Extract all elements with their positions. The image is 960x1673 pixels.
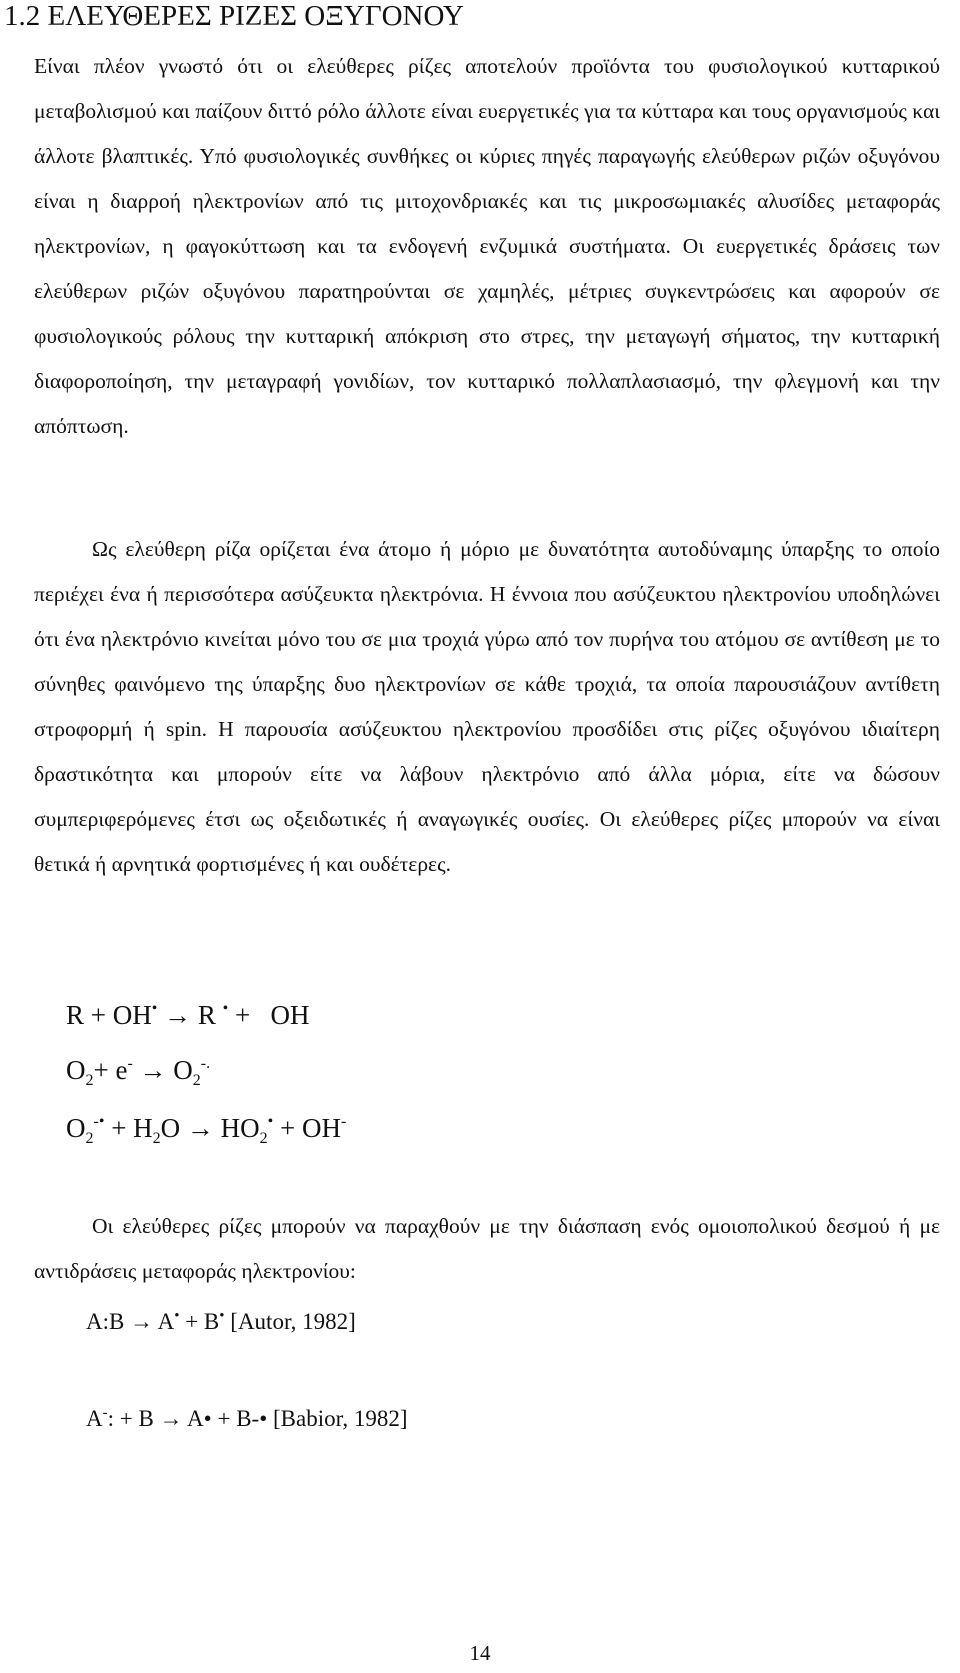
eq2-charge: -. (200, 1055, 211, 1072)
eq1-part: → R (157, 1000, 223, 1030)
eq5-part: A (86, 1406, 103, 1431)
eq5-charge: - (102, 1405, 108, 1421)
eq4-part: + B (179, 1309, 220, 1334)
eq4-radical-dot: • (219, 1308, 225, 1324)
paragraph-intro: Είναι πλέον γνωστό ότι οι ελεύθερες ρίζες αποτελούν προϊόντα του φυσιολογικού κυτταρικού μεταβολισμού και παίζουν διττό ρόλο άλλοτε είναι ευεργετικές για τα κύτταρα και τους οργανισμούς και άλλοτε βλαπτικές. Υπό φυσιολογικές συνθήκες οι κύριες πηγές παραγωγής ελεύθερων ριζών οξυγόνου είναι η διαρροή ηλεκτρονίων από τις μιτοχονδριακές και τις μικροσωμιακές αλυσίδες μεταφοράς ηλεκτρονίων, η φαγοκύττωση και τα ενδογενή ενζυμικά συστήματα. Οι ευεργετικές δράσεις των ελεύθερων ριζών οξυγόνου παρατηρούνται σε χαμηλές, μέτριες συγκεντρώσεις και αφορούν σε φυσιολογικούς ρόλους την κυτταρική απόκριση στο στρες, την μεταγωγή σήματος, την κυτταρική διαφοροποίηση, την μεταγραφή γονιδίων, τον κυτταρικό πολλαπλασιασμό, την φλεγμονή και την απόπτωση. (34, 54, 940, 438)
eq3-part: + H (104, 1113, 153, 1143)
eq1-radical-dot: • (151, 1000, 158, 1017)
eq3-charge: -• (93, 1113, 105, 1130)
eq4-radical-dot: • (174, 1308, 180, 1324)
eq2-part: O (66, 1055, 86, 1085)
equation-2 (66, 1055, 211, 1089)
section-heading: 1.2 ΕΛΕΥΘΕΡΕΣ ΡΙΖΕΣ ΟΞΥΓΟΝΟΥ (4, 0, 464, 32)
equation-3 (66, 1113, 347, 1147)
eq1-part: + OH (228, 1000, 310, 1030)
eq2-part: → O (132, 1055, 193, 1085)
eq3-charge: - (341, 1113, 347, 1130)
eq2-charge: - (127, 1055, 133, 1072)
eq3-subscript: 2 (259, 1130, 268, 1147)
eq3-part: O → HO (160, 1113, 260, 1143)
eq4-part: A:B → A (86, 1309, 175, 1334)
eq3-subscript: 2 (152, 1130, 161, 1147)
eq5-part: : + B → A• + B-• [Babior, 1982] (107, 1406, 408, 1431)
eq4-citation: [Autor, 1982] (224, 1309, 356, 1334)
eq2-subscript: 2 (85, 1072, 94, 1089)
eq1-part: R + OH (66, 1000, 152, 1030)
paragraph-production: Οι ελεύθερες ρίζες μπορούν να παραχθούν με την διάσπαση ενός ομοιοπολικού δεσμού ή με αντιδράσεις μεταφοράς ηλεκτρονίου: (34, 1214, 940, 1283)
eq3-subscript: 2 (85, 1130, 94, 1147)
eq2-subscript: 2 (192, 1072, 201, 1089)
equation-1 (66, 1000, 309, 1030)
eq1-radical-dot: • (222, 1000, 229, 1017)
eq3-radical-dot: • (267, 1113, 274, 1130)
paragraph-definition: Ως ελεύθερη ρίζα ορίζεται ένα άτομο ή μόριο με δυνατότητα αυτοδύναμης ύπαρξης το οποίο περιέχει ένα ή περισσότερα ασύζευκτα ηλεκτρόνια. Η έννοια που ασύζευκτου ηλεκτρονίου υποδηλώνει ότι ένα ηλεκτρόνιο κινείται μόνο του σε μια τροχιά γύρω από τον πυρήνα του ατόμου σε αντίθεση με το σύνηθες φαινόμενο της ύπαρξης δυο ηλεκτρονίων σε κάθε τροχιά, τα οποία παρουσιάζουν αντίθετη στροφορμή ή spin. Η παρουσία ασύζευκτου ηλεκτρονίου προσδίδει στις ρίζες οξυγόνου ιδιαίτερη δραστικότητα και μπορούν είτε να λάβουν ηλεκτρόνιο από άλλα μόρια, είτε να δώσουν συμπεριφερόμενες έτσι ως οξειδωτικές ή αναγωγικές ουσίες. Οι ελεύθερες ρίζες μπορούν να είναι θετικά ή αρνητικά φορτισμένες ή και ουδέτερες. (34, 537, 940, 876)
equation-4 (86, 1308, 356, 1336)
eq2-part: + e (93, 1055, 128, 1085)
eq3-part: O (66, 1113, 86, 1143)
page-number: 14 (469, 1641, 491, 1665)
eq3-part: + OH (273, 1113, 342, 1143)
equation-5 (86, 1405, 408, 1433)
